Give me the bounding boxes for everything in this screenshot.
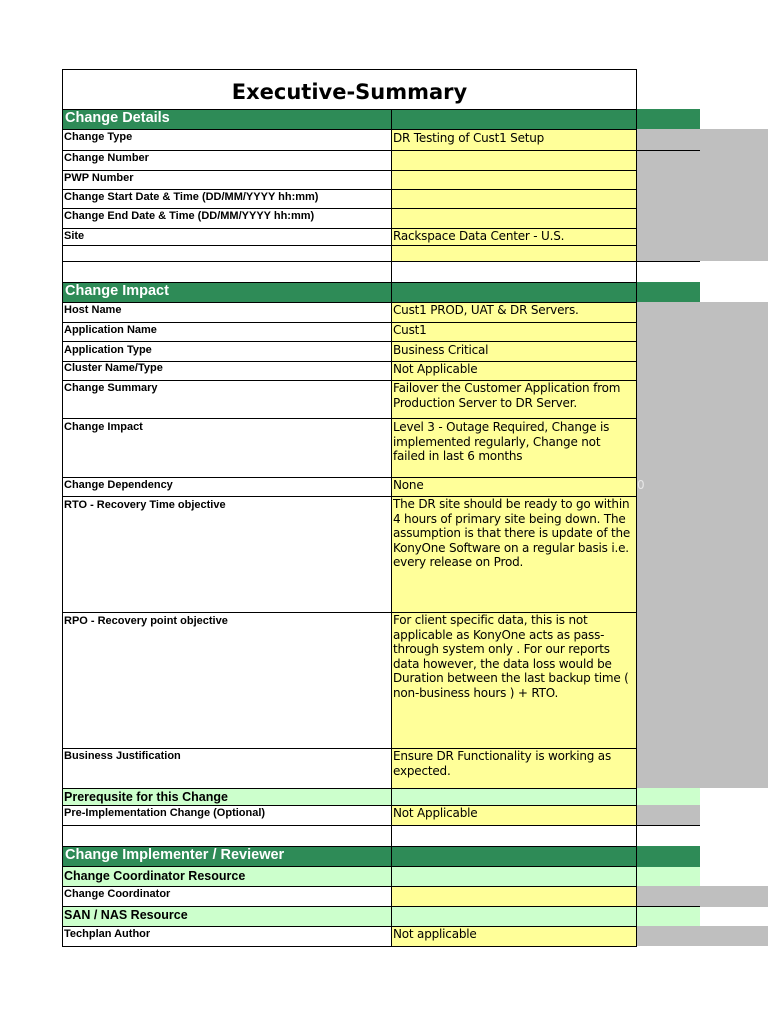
value-cluster-name[interactable]: Not Applicable xyxy=(393,362,478,376)
value-change-type[interactable]: DR Testing of Cust1 Setup xyxy=(393,131,545,145)
value-techplan-author[interactable]: Not applicable xyxy=(393,927,477,941)
value-pre-implementation[interactable]: Not Applicable xyxy=(393,806,478,820)
side-gray-block xyxy=(637,805,700,825)
section-san-nas-resource: SAN / NAS Resource xyxy=(64,908,188,922)
label-change-end: Change End Date & Time (DD/MM/YYYY hh:mm) xyxy=(64,210,315,222)
label-application-type: Application Type xyxy=(64,344,152,356)
label-business-justification: Business Justification xyxy=(64,750,181,762)
label-change-type: Change Type xyxy=(64,131,133,143)
value-column-fill xyxy=(392,886,636,907)
side-gray-block xyxy=(637,302,768,788)
section-change-details: Change Details xyxy=(65,110,170,126)
side-mark: 0 xyxy=(637,478,645,492)
label-rto: RTO - Recovery Time objective xyxy=(64,499,226,511)
value-change-dependency[interactable]: None xyxy=(393,478,424,492)
value-change-impact[interactable]: Level 3 - Outage Required, Change is implemented regularly, Change not failed in last 6 months xyxy=(393,420,610,463)
value-host-name[interactable]: Cust1 PROD, UAT & DR Servers. xyxy=(393,303,579,317)
section-change-impact: Change Impact xyxy=(65,283,169,299)
label-cluster-name: Cluster Name/Type xyxy=(64,362,163,374)
label-change-start: Change Start Date & Time (DD/MM/YYYY hh:mm) xyxy=(64,191,319,203)
value-change-summary[interactable]: Failover the Customer Application from Production Server to DR Server. xyxy=(393,381,621,410)
label-rpo: RPO - Recovery point objective xyxy=(64,615,228,627)
label-change-summary: Change Summary xyxy=(64,382,158,394)
section-implementer: Change Implementer / Reviewer xyxy=(65,847,285,863)
section-prerequisite: Prerequsite for this Change xyxy=(64,790,228,804)
label-site: Site xyxy=(64,230,85,242)
side-gray-block xyxy=(637,129,768,261)
label-change-number: Change Number xyxy=(64,152,149,164)
section-coordinator-resource: Change Coordinator Resource xyxy=(64,869,246,883)
value-rto[interactable]: The DR site should be ready to go within 4 hours of primary site being down. The assumption is that there is update of the KonyOne Software on a regular basis i.e. every release on Prod. xyxy=(393,497,631,569)
value-site[interactable]: Rackspace Data Center - U.S. xyxy=(393,229,565,243)
label-pre-implementation: Pre-Implementation Change (Optional) xyxy=(64,807,266,819)
value-business-justification[interactable]: Ensure DR Functionality is working as expected. xyxy=(393,749,612,778)
label-techplan-author: Techplan Author xyxy=(64,928,151,940)
value-application-type[interactable]: Business Critical xyxy=(393,343,489,357)
label-change-coordinator: Change Coordinator xyxy=(64,888,171,900)
side-gray-block xyxy=(637,886,768,907)
page-title: Executive-Summary xyxy=(231,80,468,104)
label-host-name: Host Name xyxy=(64,304,122,316)
label-change-impact: Change Impact xyxy=(64,421,143,433)
value-application-name[interactable]: Cust1 xyxy=(393,323,427,337)
label-pwp-number: PWP Number xyxy=(64,172,134,184)
label-application-name: Application Name xyxy=(64,324,157,336)
side-gray-block xyxy=(637,926,768,946)
label-change-dependency: Change Dependency xyxy=(64,479,173,491)
value-rpo[interactable]: For client specific data, this is not applicable as KonyOne acts as pass-through system only . For our reports data however, the data loss would be Duration between the last backup time ( non-business hours ) + RTO. xyxy=(393,613,629,700)
